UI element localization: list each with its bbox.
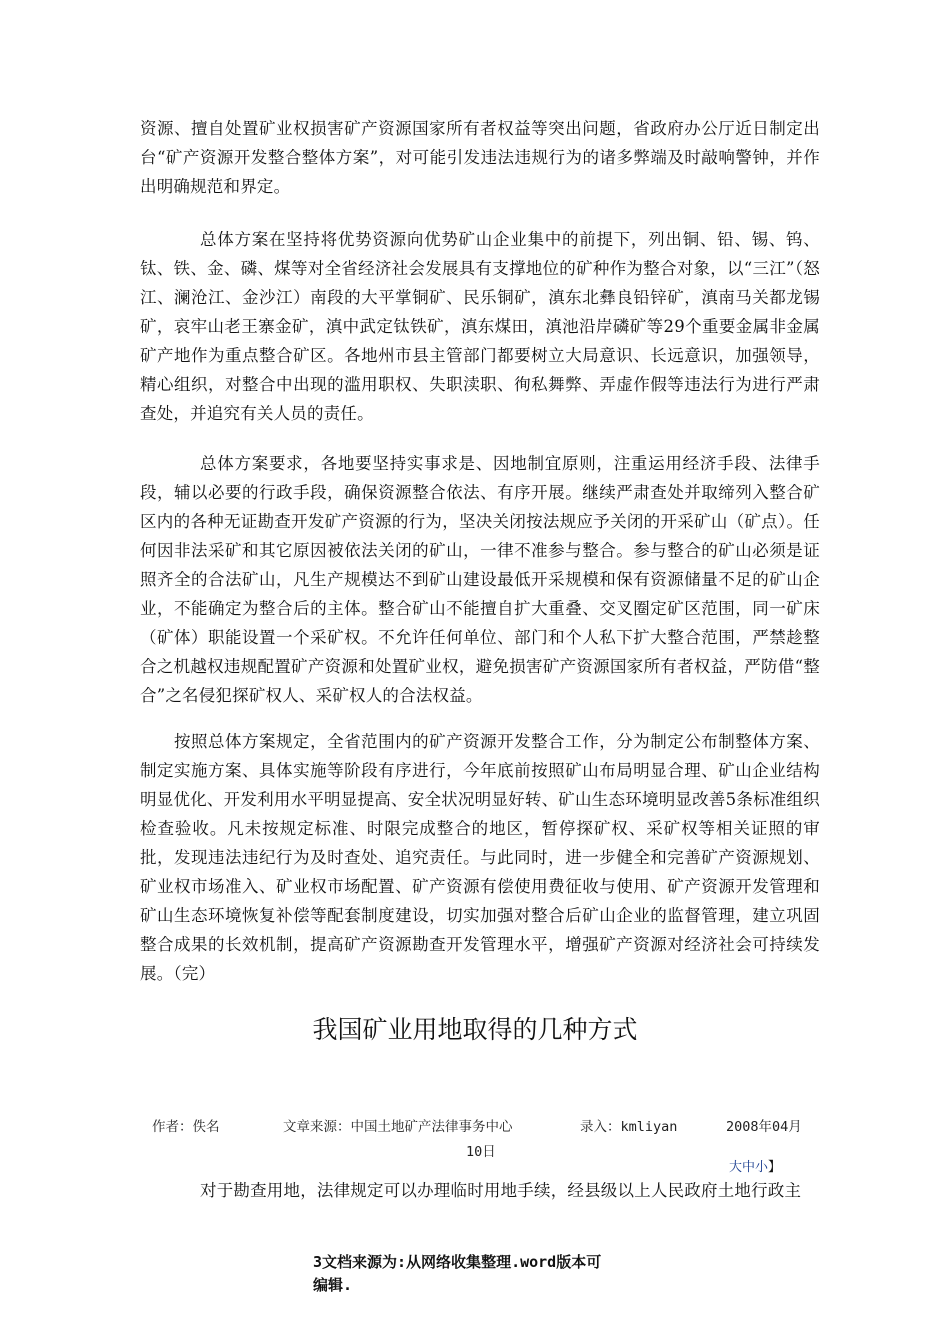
footer-line-1: 3文档来源为:从网络收集整理.word版本可	[313, 1253, 602, 1271]
body-paragraph-5: 对于勘查用地，法律规定可以办理临时用地手续，经县级以上人民政府土地行政主	[200, 1181, 802, 1200]
article-entry: 录入：kmliyan	[580, 1119, 678, 1135]
article-author: 作者：佚名	[152, 1119, 220, 1135]
footer-line-2: 编辑.	[313, 1276, 353, 1294]
body-paragraph-2: 总体方案在坚持将优势资源向优势矿山企业集中的前提下，列出铜、铅、锡、钨、钛、铁、金、磷、煤等对全省经济社会发展具有支撑地位的矿种作为整合对象，以“三江”（怒江、澜沧江、金沙江）南段的大平掌铜矿、民乐铜矿，滇东北彝良铅锌矿，滇南马关都龙锡矿，哀牢山老王寨金矿，滇中武定钛铁矿，滇东煤田，滇池沿岸磷矿等29个重要金属非金属矿产地作为重点整合矿区。各地州市县主管部门都要树立大局意识、长远意识，加强领导，精心组织，对整合中出现的滥用职权、失职渎职、徇私舞弊、弄虚作假等违法行为进行严肃查处，并追究有关人员的责任。	[140, 230, 820, 423]
page-footer	[313, 1251, 643, 1297]
font-size-control	[729, 1156, 781, 1175]
body-paragraph-4: 按照总体方案规定，全省范围内的矿产资源开发整合工作，分为制定公布制整体方案、制定实施方案、具体实施等阶段有序进行，今年底前按照矿山布局明显合理、矿山企业结构明显优化、开发利用水平明显提高、安全状况明显好转、矿山生态环境明显改善5条标准组织检查验收。凡未按规定标准、时限完成整合的地区，暂停探矿权、采矿权等相关证照的审批，发现违法违纪行为及时查处、追究责任。与此同时，进一步健全和完善矿产资源规划、矿业权市场准入、矿业权市场配置、矿产资源有偿使用费征收与使用、矿产资源开发管理和矿山生态环境恢复补偿等配套制度建设，切实加强对整合后矿山企业的监督管理，建立巩固整合成果的长效机制，提高矿产资源勘查开发管理水平，增强矿产资源对经济社会可持续发展。（完）	[140, 732, 820, 983]
font-size-small-link[interactable]: 小	[755, 1160, 769, 1175]
body-paragraph-3: 总体方案要求，各地要坚持实事求是、因地制宜原则，注重运用经济手段、法律手段，辅以必要的行政手段，确保资源整合依法、有序开展。继续严肃查处并取缔列入整合矿区内的各种无证勘查开发矿产资源的行为，坚决关闭按法规应予关闭的开采矿山（矿点）。任何因非法采矿和其它原因被依法关闭的矿山，一律不准参与整合。参与整合的矿山必须是证照齐全的合法矿山，凡生产规模达不到矿山建设最低开采规模和保有资源储量不足的矿山企业，不能确定为整合后的主体。整合矿山不能擅自扩大重叠、交叉圈定矿区范围，同一矿床（矿体）职能设置一个采矿权。不允许任何单位、部门和个人私下扩大整合范围，严禁趁整合之机越权违规配置矿产资源和处置矿业权，避免损害矿产资源国家所有者权益，严防借“整合”之名侵犯探矿权人、采矿权人的合法权益。	[140, 454, 820, 705]
font-size-large-link[interactable]: 大	[729, 1160, 743, 1175]
article-date-continued: 10日	[466, 1144, 496, 1160]
font-size-bracket: 】	[768, 1160, 782, 1175]
article-date: 2008年04月	[726, 1119, 802, 1135]
font-size-medium-link[interactable]: 中	[742, 1160, 756, 1175]
body-paragraph-1: 资源、擅自处置矿业权损害矿产资源国家所有者权益等突出问题，省政府办公厅近日制定出台“矿产资源开发整合整体方案”，对可能引发违法违规行为的诸多弊端及时敲响警钟，并作出明确规范和界定。	[140, 119, 820, 196]
article-title: 我国矿业用地取得的几种方式	[312, 1015, 638, 1044]
article-source: 文章来源：中国土地矿产法律事务中心	[283, 1119, 513, 1135]
